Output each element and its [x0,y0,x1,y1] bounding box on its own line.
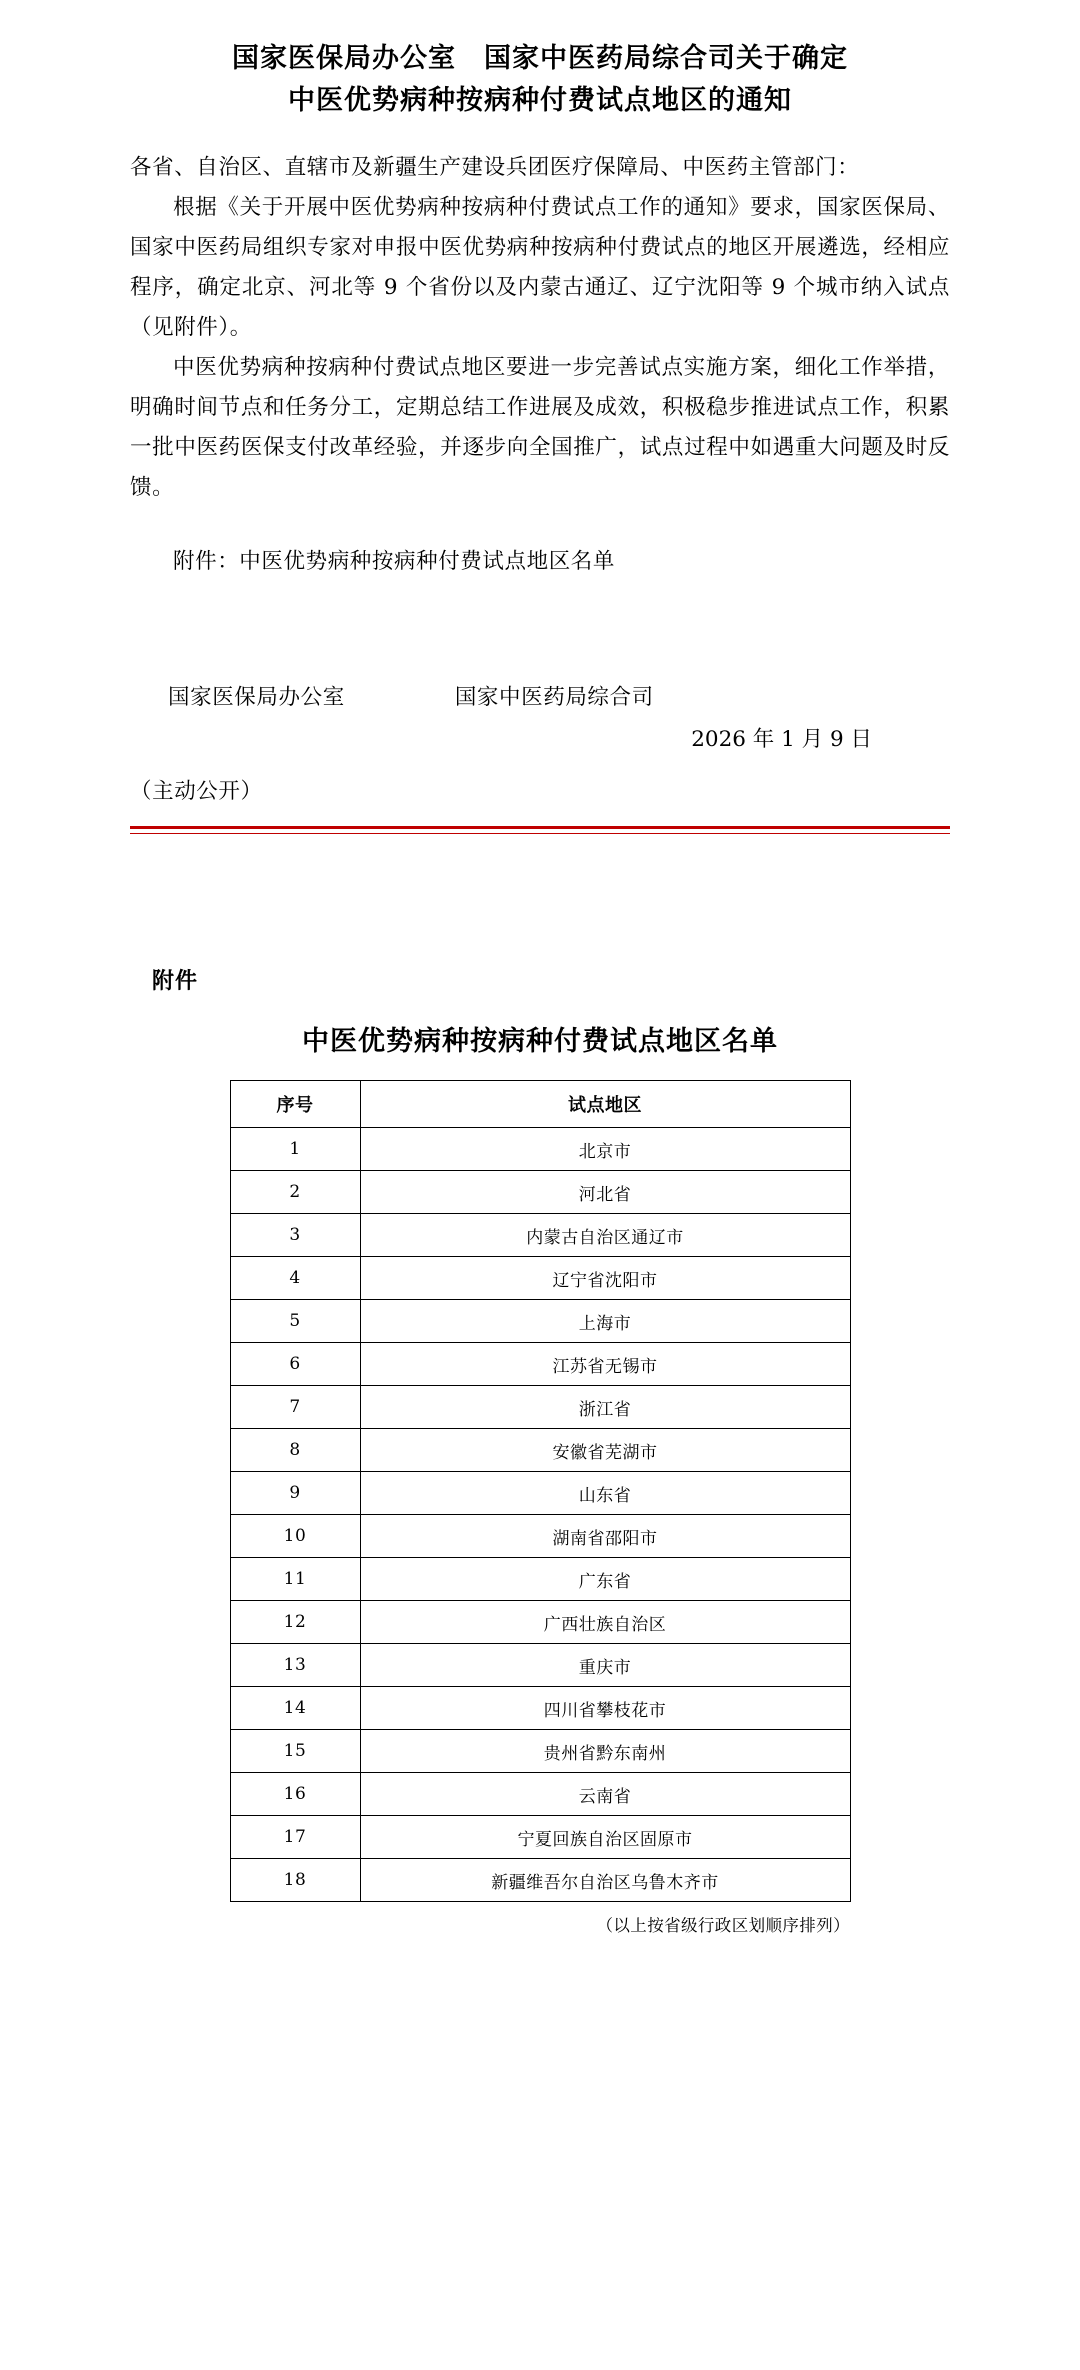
table-row [230,1816,850,1859]
cell-region: 重庆市 [360,1644,850,1687]
cell-no: 5 [230,1300,360,1343]
column-header-region: 试点地区 [360,1081,850,1128]
cell-no: 9 [230,1472,360,1515]
table-row [230,1214,850,1257]
cell-no: 14 [230,1687,360,1730]
table-row [230,1257,850,1300]
cell-region: 广东省 [360,1558,850,1601]
cell-region: 广西壮族自治区 [360,1601,850,1644]
attachment-line: 附件：中医优势病种按病种付费试点地区名单 [173,549,616,574]
cell-region: 四川省攀枝花市 [360,1687,850,1730]
cell-region: 宁夏回族自治区固原市 [360,1816,850,1859]
table-row [230,1429,850,1472]
cell-no: 17 [230,1816,360,1859]
red-rule-thin [130,833,950,834]
disclosure-mark: （主动公开） [130,779,263,804]
table-row [230,1558,850,1601]
table-body [230,1128,850,1902]
cell-region: 上海市 [360,1300,850,1343]
cell-no: 4 [230,1257,360,1300]
cell-region: 山东省 [360,1472,850,1515]
cell-region: 云南省 [360,1773,850,1816]
cell-region: 北京市 [360,1128,850,1171]
cell-region: 安徽省芜湖市 [360,1429,850,1472]
cell-region: 贵州省黔东南州 [360,1730,850,1773]
spacer [130,508,950,542]
notice-document [0,0,1080,834]
cell-no: 3 [230,1214,360,1257]
red-separator [130,826,950,834]
cell-no: 15 [230,1730,360,1773]
pilot-regions-table [230,1080,851,1902]
signature-date: 2026 年 1 月 9 日 [691,727,872,752]
table-header-row [230,1081,850,1128]
table-row [230,1859,850,1902]
table-row [230,1730,850,1773]
table-row [230,1773,850,1816]
spacer [130,582,950,640]
table-note: （以上按省级行政区划顺序排列） [596,1916,850,1935]
cell-no: 1 [230,1128,360,1171]
cell-no: 8 [230,1429,360,1472]
page-title-line-2: 中医优势病种按病种付费试点地区的通知 [288,85,792,116]
cell-no: 6 [230,1343,360,1386]
cell-region: 江苏省无锡市 [360,1343,850,1386]
appendix-title: 中医优势病种按病种付费试点地区名单 [302,1026,778,1057]
table-row [230,1300,850,1343]
signer-left: 国家医保局办公室 [168,685,345,710]
table-row [230,1472,850,1515]
spacer [130,640,950,674]
addressee-text: 各省、自治区、直辖市及新疆生产建设兵团医疗保障局、中医药主管部门： [130,155,860,180]
page-title [130,38,950,122]
table-row [230,1343,850,1386]
cell-region: 内蒙古自治区通辽市 [360,1214,850,1257]
table-row [230,1171,850,1214]
notice-paragraph-2: 中医优势病种按病种付费试点地区要进一步完善试点实施方案，细化工作举措，明确时间节点和任务分工，定期总结工作进展及成效，积极稳步推进试点工作，积累一批中医药医保支付改革经验，并逐步向全国推广，试点过程中如遇重大问题及时反馈。 [130,355,950,500]
table-row [230,1644,850,1687]
cell-region: 湖南省邵阳市 [360,1515,850,1558]
cell-region: 新疆维吾尔自治区乌鲁木齐市 [360,1859,850,1902]
cell-region: 浙江省 [360,1386,850,1429]
signer-right: 国家中医药局综合司 [454,685,654,710]
table-row [230,1128,850,1171]
cell-no: 16 [230,1773,360,1816]
cell-no: 13 [230,1644,360,1687]
cell-no: 12 [230,1601,360,1644]
signature-row [130,678,950,718]
table-row [230,1515,850,1558]
appendix-document [0,964,1080,1936]
table-row [230,1687,850,1730]
cell-no: 10 [230,1515,360,1558]
notice-paragraph-1: 根据《关于开展中医优势病种按病种付费试点工作的通知》要求，国家医保局、国家中医药局组织专家对申报中医优势病种按病种付费试点的地区开展遴选，经相应程序，确定北京、河北等 9 个省份以及内蒙古通辽、辽宁沈阳等 9 个城市纳入试点（见附件）。 [130,195,950,340]
red-rule-thick [130,826,950,829]
column-header-no: 序号 [230,1081,360,1128]
cell-no: 2 [230,1171,360,1214]
cell-no: 18 [230,1859,360,1902]
cell-no: 11 [230,1558,360,1601]
table-row [230,1386,850,1429]
table-row [230,1601,850,1644]
cell-region: 辽宁省沈阳市 [360,1257,850,1300]
cell-region: 河北省 [360,1171,850,1214]
page-title-line-1: 国家医保局办公室 国家中医药局综合司关于确定 [232,43,848,74]
appendix-label: 附件 [152,968,199,994]
cell-no: 7 [230,1386,360,1429]
